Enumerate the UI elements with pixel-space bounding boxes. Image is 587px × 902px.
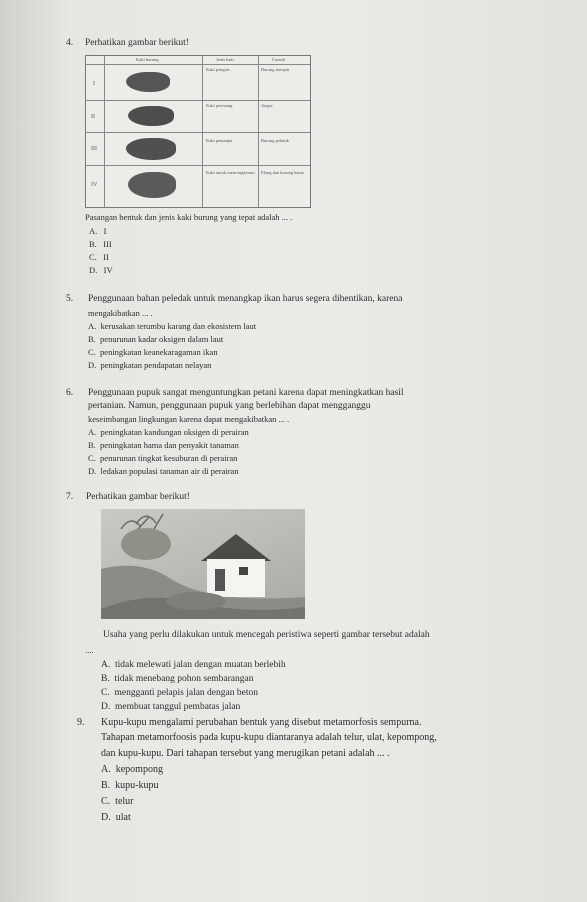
table-header-type: Jenis kaki (216, 57, 234, 62)
q5-option-a: A. kerusakan terumbu karang dan ekosistem laut (88, 321, 257, 331)
table-row-type: Kaki pengais (206, 67, 230, 72)
table-row-num: II (91, 114, 95, 120)
q7-question: Usaha yang perlu dilakukan untuk mencegah peristiwa seperti gambar tersebut adalah (103, 630, 430, 640)
table-row-num: III (91, 146, 97, 152)
q7-intro: Perhatikan gambar berikut! (86, 492, 190, 502)
q7-number: 7. (66, 492, 74, 502)
q9-option-c: C. telur (101, 796, 134, 807)
bird-feet-table (85, 55, 311, 208)
q9-option-b: B. kupu-kupu (101, 780, 159, 791)
landslide-illustration (101, 509, 305, 619)
q6-text-line3: keseimbangan lingkungan karena dapat mengakibatkan ... . (88, 414, 290, 424)
q7-option-c: C. mengganti pelapis jalan dengan beton (101, 688, 258, 698)
q7-option-a: A. tidak melewati jalan dengan muatan berlebih (101, 660, 286, 670)
q4-question: Pasangan bentuk dan jenis kaki burung yang tepat adalah ... . (85, 212, 293, 222)
q5-option-c: C. peningkatan keanekaragaman ikan (88, 347, 218, 357)
q9-number: 9. (77, 717, 85, 728)
bird-foot-image-1 (126, 72, 170, 92)
q7-dots: .... (85, 645, 94, 655)
table-header-feet: Kaki burung (136, 57, 159, 62)
q6-option-c: C. penurunan tingkat kesuburan di perairan (88, 453, 238, 463)
q4-number: 4. (66, 38, 74, 48)
q4-option-b: B. III (89, 239, 112, 249)
q9-text-line1: Kupu-kupu mengalami perubahan bentuk yang disebut metamorfosis sempurna. (101, 717, 422, 728)
table-row-num: IV (91, 182, 98, 188)
table-row-example: Elang dan burung hantu (261, 170, 305, 175)
bird-foot-image-3 (126, 138, 176, 160)
table-row-example: Burung pelatuk (261, 138, 289, 143)
landslide-photo (101, 509, 305, 619)
q5-number: 5. (66, 294, 74, 304)
table-row-type: Kaki pemanjat (206, 138, 233, 143)
q6-number: 6. (66, 388, 74, 398)
q9-text-line2: Tahapan metamorfoosis pada kupu-kupu diantaranya adalah telur, ulat, kepompong, (101, 732, 437, 743)
q5-text-line2: mengakibatkan ... . (88, 308, 153, 318)
q7-option-d: D. membuat tanggul pembatas jalan (101, 702, 241, 712)
q6-text-line1: Penggunaan pupuk sangat menguntungkan petani karena dapat meningkatkan hasil (88, 388, 404, 398)
q6-option-d: D. ledakan populasi tanaman air di perairan (88, 466, 239, 476)
q9-option-d: D. ulat (101, 812, 131, 823)
q5-option-b: B. penurunan kadar oksigen dalam laut (88, 334, 224, 344)
q9-option-a: A. kepompong (101, 764, 163, 775)
q7-option-b: B. tidak menebang pohon sembarangan (101, 674, 254, 684)
table-row-type: Kaki perenang (206, 103, 233, 108)
q4-option-c: C. II (89, 252, 109, 262)
bird-foot-image-4 (128, 172, 176, 198)
q5-text-line1: Penggunaan bahan peledak untuk menangkap ikan harus segera dihentikan, karena (88, 294, 403, 304)
q4-option-a: A. I (89, 226, 107, 236)
q4-intro: Perhatikan gambar berikut! (85, 38, 189, 48)
q5-option-d: D. peningkatan pendapatan nelayan (88, 360, 212, 370)
q6-option-a: A. peningkatan kandungan oksigen di perairan (88, 427, 249, 437)
table-row-type: Kaki untuk mencengkeram (206, 170, 255, 175)
table-row-example: Angsa (261, 103, 273, 108)
q6-option-b: B. peningkatan hama dan penyakit tanaman (88, 440, 239, 450)
table-row-num: I (93, 81, 95, 87)
q4-option-d: D. IV (89, 265, 113, 275)
table-header-example: Contoh (272, 57, 286, 62)
table-row-example: Burung merpati (261, 67, 290, 72)
bird-foot-image-2 (128, 106, 174, 126)
q6-text-line2: pertanian. Namun, penggunaan pupuk yang berlebihan dapat mengganggu (88, 401, 371, 411)
q9-text-line3: dan kupu-kupu. Dari tahapan tersebut yang merugikan petani adalah ... . (101, 748, 390, 759)
